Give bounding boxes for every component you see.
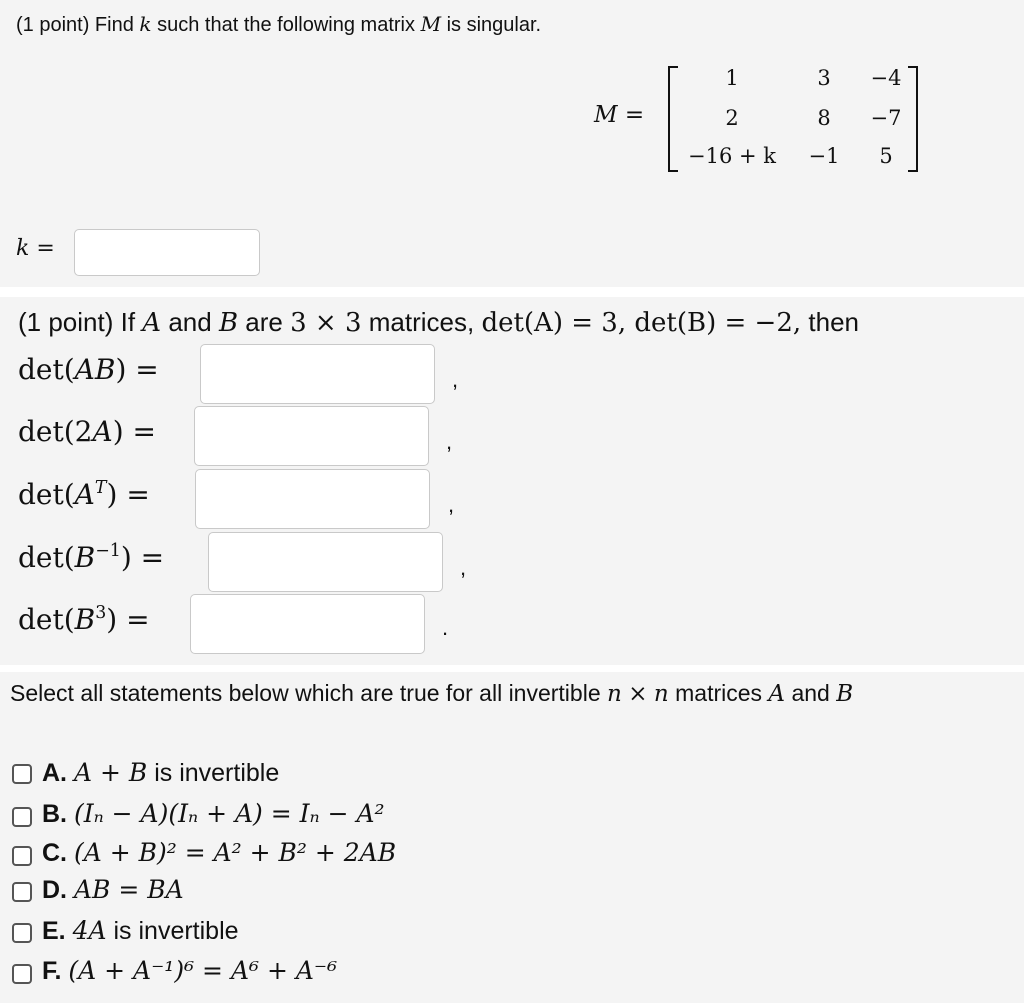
prompt-text: and [791,680,830,706]
variable-a: A [768,681,786,707]
option-a-checkbox[interactable] [12,764,32,784]
times-symbol: × [628,681,648,707]
option-e[interactable]: E. 4A is invertible [42,916,239,945]
question-2-prompt [18,307,859,338]
det-b-inverse-input[interactable] [208,532,443,592]
k-answer-input[interactable] [74,229,260,276]
matrix-cell: −16 + k [688,144,776,168]
separator: , [452,367,459,392]
question-3-panel [0,672,1024,1003]
option-e-checkbox[interactable] [12,923,32,943]
question-2-panel [0,297,1024,665]
variable-m: M [420,12,442,36]
option-d-checkbox[interactable] [12,882,32,902]
matrix-cell: −7 [870,106,902,130]
variable-a: A [142,308,162,338]
matrix-cell: −1 [808,144,840,168]
option-a[interactable]: A. A + B is invertible [42,758,280,787]
option-b-checkbox[interactable] [12,807,32,827]
prompt-text: Select all statements below which are true for all invertible [10,680,601,706]
prompt-text: matrices [675,680,763,706]
prompt-text: (1 point) If [18,307,136,337]
variable-k: k [139,12,152,36]
prompt-text: are [245,307,283,337]
question-3-prompt [10,680,853,707]
separator: . [442,615,449,640]
matrix-cell: 8 [817,106,831,130]
k-answer-label: k = [16,236,55,261]
prompt-text: matrices, [368,307,475,337]
option-b[interactable]: B. (Iₙ − A)(Iₙ + A) = Iₙ − A² [42,799,385,828]
det-2a-input[interactable] [194,406,429,466]
matrix-cell: 2 [725,106,739,130]
det-a-transpose-label: $\det(A^T)$ = [18,478,150,511]
option-c[interactable]: C. (A + B)² = A² + B² + 2AB [42,838,397,867]
question-1-panel [0,0,1024,287]
prompt-text: is singular. [446,14,542,36]
separator: , [448,492,455,517]
det-2a-label: det(2A) = [18,415,157,448]
option-c-checkbox[interactable] [12,846,32,866]
separator: , [446,429,453,454]
variable-n: n [653,681,669,707]
variable-b: B [218,308,239,338]
variable-b: B [836,681,854,707]
det-ab-input[interactable] [200,344,435,404]
option-f-checkbox[interactable] [12,964,32,984]
matrix-cell: −4 [870,66,902,90]
option-d[interactable]: D. AB = BA [42,875,184,904]
determinant-givens: det(A) = 3, det(B) = −2, [481,308,802,338]
prompt-text: and [168,307,212,337]
prompt-text: then [808,307,859,337]
prompt-text: (1 point) Find [16,14,134,36]
det-b-inverse-label: $\det(B^{-1})$ = [18,541,165,574]
det-a-transpose-input[interactable] [195,469,430,529]
det-ab-label: det(AB) = [18,353,159,386]
variable-n: n [607,681,622,707]
question-1-prompt [16,12,541,37]
matrix-label: M = [594,102,645,128]
matrix-cell: 5 [879,144,893,168]
matrix-cell: 1 [725,66,739,90]
matrix-cell: 3 [817,66,831,90]
prompt-text: such that the following matrix [157,14,415,36]
det-b-cubed-input[interactable] [190,594,425,654]
option-f[interactable]: F. (A + A⁻¹)⁶ = A⁶ + A⁻⁶ [42,956,338,985]
separator: , [460,555,467,580]
dimension-expression: 3 × 3 [290,308,362,338]
det-b-cubed-label: $\det(B^3)$ = [18,603,150,636]
